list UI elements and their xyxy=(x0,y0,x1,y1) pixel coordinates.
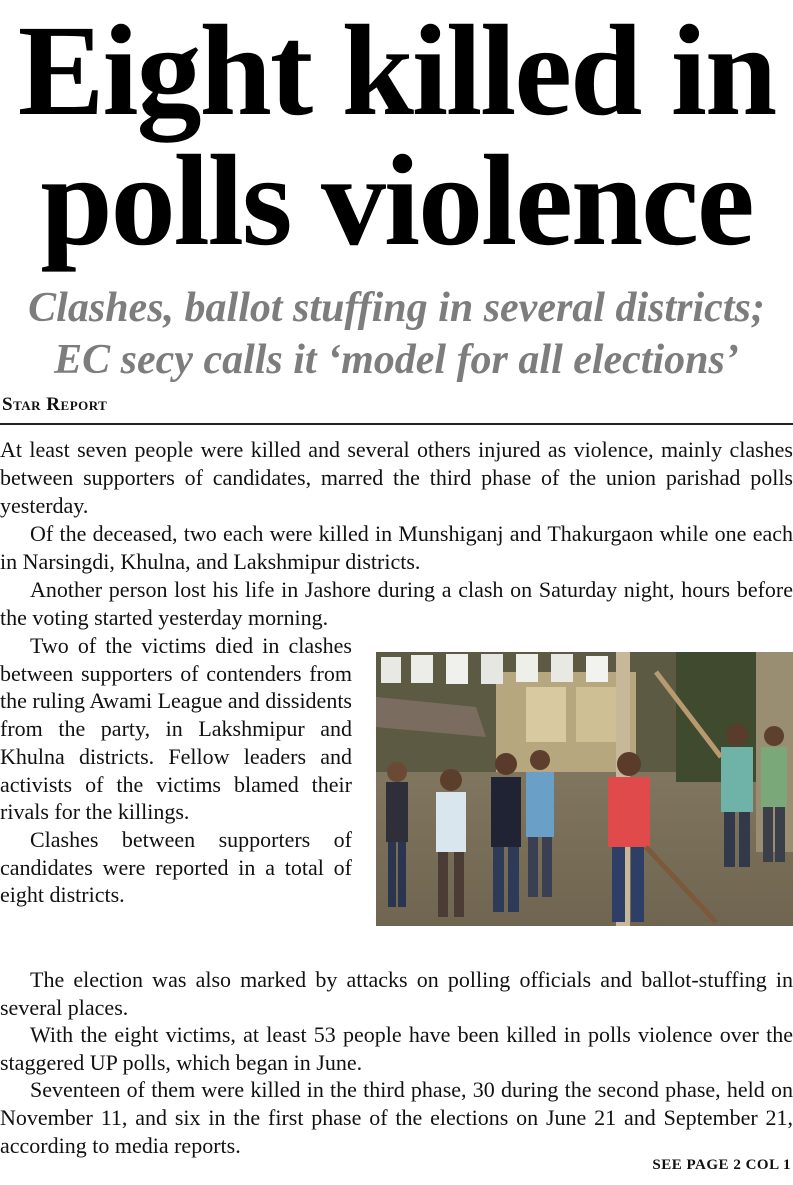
headline-line-1: Eight killed in xyxy=(17,0,776,143)
paragraph: Another person lost his life in Jashore during a clash on Saturday night, hours before the voting started yesterday morning. xyxy=(0,577,793,630)
paragraph: At least seven people were killed and several others injured as violence, mainly clashes between supporters of candidates, marred the third phase of the union parishad polls yesterday. xyxy=(0,437,793,518)
continued-jump-line: SEE PAGE 2 COL 1 xyxy=(652,1157,791,1173)
news-photo-clash xyxy=(376,652,793,926)
subheadline-line-2: EC secy calls it ‘model for all elections’ xyxy=(54,337,739,383)
article-body-bottom xyxy=(0,966,793,1159)
paragraph: Two of the victims died in clashes between supporters of contenders from the ruling Awami League and dissidents from the party, in Lakshmipur and Khulna districts. Fellow leaders and activists of the victims blamed their rivals for the killings. xyxy=(0,633,352,825)
paragraph: The election was also marked by attacks on polling officials and ballot-stuffing in several places. xyxy=(0,967,793,1020)
article-body-top xyxy=(0,436,793,632)
headline xyxy=(0,0,793,273)
paragraph: Of the deceased, two each were killed in Munshiganj and Thakurgaon while one each in Narsingdi, Khulna, and Lakshmipur districts. xyxy=(0,521,793,574)
article-body-column xyxy=(0,632,352,909)
subheadline-line-1: Clashes, ballot stuffing in several districts; xyxy=(28,285,765,331)
byline-divider xyxy=(0,423,793,425)
paragraph: Seventeen of them were killed in the third phase, 30 during the second phase, held on November 11, and six in the first phase of the elections on June 21 and September 21, according to media reports. xyxy=(0,1077,793,1158)
paragraph: Clashes between supporters of candidates were reported in a total of eight districts. xyxy=(0,826,352,908)
byline: Star Report xyxy=(2,394,108,415)
paragraph: With the eight victims, at least 53 people have been killed in polls violence over the staggered UP polls, which began in June. xyxy=(0,1022,793,1075)
headline-line-2: polls violence xyxy=(40,129,753,273)
subheadline xyxy=(0,282,793,386)
